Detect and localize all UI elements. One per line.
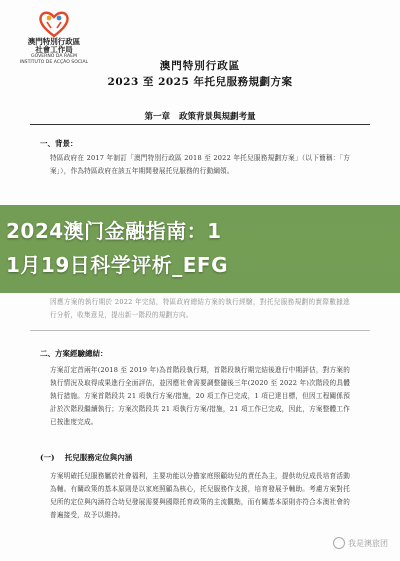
chapter-heading: 第一章 政策背景與規劃考量 xyxy=(144,112,256,122)
chapter-divider xyxy=(30,124,370,125)
section1-heading: 一、背景： xyxy=(40,139,78,148)
logo-text-pt-2: INSTITUTO DE ACÇÃO SOCIAL xyxy=(19,60,89,65)
section-divider xyxy=(30,330,370,331)
watermark-text: 我是澳旅团 xyxy=(348,538,388,548)
section2-1-heading: (一) 托兒服務定位與內涵 xyxy=(40,453,133,462)
document-title-line1: 澳門特別行政區 xyxy=(159,60,241,72)
document-title-line2: 2023 至 2025 年托兒服務規劃方案 xyxy=(107,76,293,88)
section2-heading: 二、方案經驗總結： xyxy=(40,349,108,358)
banner-headline-line2: 1月19日科学评析_EFG xyxy=(6,253,228,277)
section2-1-paragraph: 方案明確托兒服務屬於社會福利，主要功能以分擔家庭照顧幼兒的責任為主，提供幼兒成長培育活動為輔。有關政策的基本原則是以家庭照顧為核心，托兒服務作支援，培育發展予輔助。考慮方案對托兒所的定位與內涵符合幼兒發展需要與國際托育政策的主流觀點，而有關基本原則亦符合本澳社會的普遍接受，故予以維持。 xyxy=(50,472,350,519)
watermark-icon xyxy=(333,537,345,549)
ias-heart-logo-icon xyxy=(37,10,71,38)
section1-paragraph2: 因應方案的執行期於 2022 年完結，特區政府總結方案的執行經驗，對托兒服務規劃的實際數據進行分析，收集意見，提出新一階段的規劃方向。 xyxy=(50,298,350,319)
logo-text-pt-1: GOVERNO DA RAEM xyxy=(31,54,77,59)
banner-headline-line1: 2024澳门金融指南：1 xyxy=(6,219,222,243)
logo-text-cn-2: 社會工作局 xyxy=(35,45,73,54)
source-watermark xyxy=(333,537,388,549)
section1-paragraph1: 特區政府在 2017 年制訂「澳門特別行政區 2018 至 2022 年托兒服務規劃方案」（以下簡稱：「方案」），作為特區政府在該五年期間發展托兒服務的行動綱領。 xyxy=(50,154,350,175)
section2-paragraph: 方案訂定首兩年(2018 至 2019 年)為首階段執行期，首階段執行期完結後進行中期評估，對方案的執行情況及取得成果進行全面評估，並因應社會需要調整隨後三年(2020 至 2022 年)次階段的具體執行措施。方案首階段共 21 項執行方案/措施，20 項工作已完成，1 項已達目標，但因工程關係預計於次階段繼續執行；方案次階段共 21 項執行方案/措施，21 項工作已完成，因此，方案整體工作已按進度完成。 xyxy=(50,366,350,426)
logo-text-cn-1: 澳門特別行政區 xyxy=(27,37,81,46)
